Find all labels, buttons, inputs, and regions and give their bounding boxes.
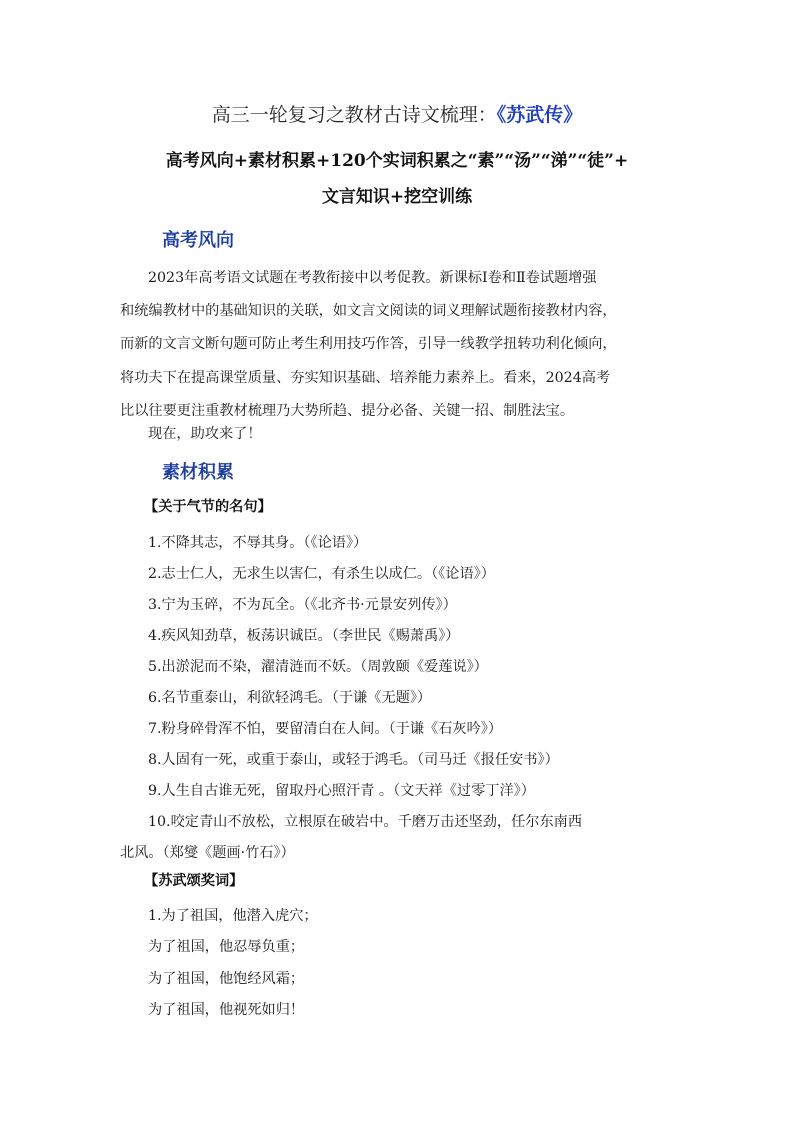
list-item: 4.疾风知劲草，板荡识诚臣。（李世民《赐萧禹》）	[148, 628, 460, 644]
quote-list	[120, 528, 680, 869]
section-heading-trend: 高考风向	[162, 230, 234, 251]
list-item: 为了祖国，他饱经风霜；	[148, 970, 305, 987]
trend-paragraph	[120, 262, 680, 428]
group-title-suwu-praise: 【苏武颂奖词】	[144, 873, 244, 889]
document-title	[0, 100, 794, 130]
title-text: 高三一轮复习之教材古诗文梳理：	[211, 104, 497, 126]
list-item: 2.志士仁人，无求生以害仁，有杀生以成仁。（《论语》）	[148, 566, 495, 582]
paragraph-line: 2023年高考语文试题在考教衔接中以考促教。新课标Ⅰ卷和Ⅱ卷试题增强	[148, 270, 597, 286]
paragraph-line: 而新的文言文断句题可防止考生利用技巧作答，引导一线教学扭转功利化倾向，	[120, 336, 617, 353]
praise-list	[148, 901, 318, 1027]
paragraph-line: 将功夫下在提高课堂质量、夯实知识基础、培养能力素养上。看来，2024高考	[120, 369, 611, 386]
subtitle-line-2: 文言知识+挖空训练	[321, 187, 473, 207]
list-item: 9.人生自古谁无死，留取丹心照汗青 。（文天祥《过零丁洋》）	[148, 783, 535, 799]
list-item: 1.不降其志，不辱其身。（《论语》）	[148, 535, 368, 551]
list-item: 为了祖国，他忍辱负重；	[148, 939, 305, 956]
list-item: 10.咬定青山不放松，立根原在破岩中。千磨万击还坚劲，任尔东南西	[148, 814, 583, 830]
list-item: 7.粉身碎骨浑不怕，要留清白在人间。（于谦《石灰吟》）	[148, 721, 503, 737]
paragraph-line: 和统编教材中的基础知识的关联，如文言文阅读的词义理解试题衔接教材内容，	[120, 303, 617, 320]
list-item: 3.宁为玉碎，不为瓦全。（《北齐书·元景安列传》）	[148, 597, 457, 613]
title-highlight: 《苏武传》	[496, 104, 583, 126]
list-item-continuation: 北风。（郑燮《题画·竹石》）	[120, 845, 295, 861]
list-item: 为了祖国，他视死如归！	[148, 1002, 305, 1019]
subtitle-line-1: 高考风向+素材积累+120个实词积累之“素”“汤”“涕”“徒”+	[165, 151, 629, 171]
section-heading-materials: 素材积累	[162, 462, 234, 483]
group-title-integrity-quotes: 【关于气节的名句】	[144, 499, 272, 515]
list-item: 8.人固有一死，或重于泰山，或轻于鸿毛。（司马迁《报任安书》）	[148, 752, 559, 768]
help-note: 现在，助攻来了！	[148, 426, 262, 442]
list-item: 5.出淤泥而不染，濯清涟而不妖。（周敦颐《爱莲说》）	[148, 659, 488, 675]
list-item: 1.为了祖国，他潜入虎穴；	[148, 908, 318, 924]
paragraph-line: 比以往要更注重教材梳理乃大势所趋、提分必备、关键一招、制胜法宝。	[120, 402, 575, 419]
list-item: 6.名节重泰山，利欲轻鸿毛。（于谦《无题》）	[148, 690, 432, 706]
